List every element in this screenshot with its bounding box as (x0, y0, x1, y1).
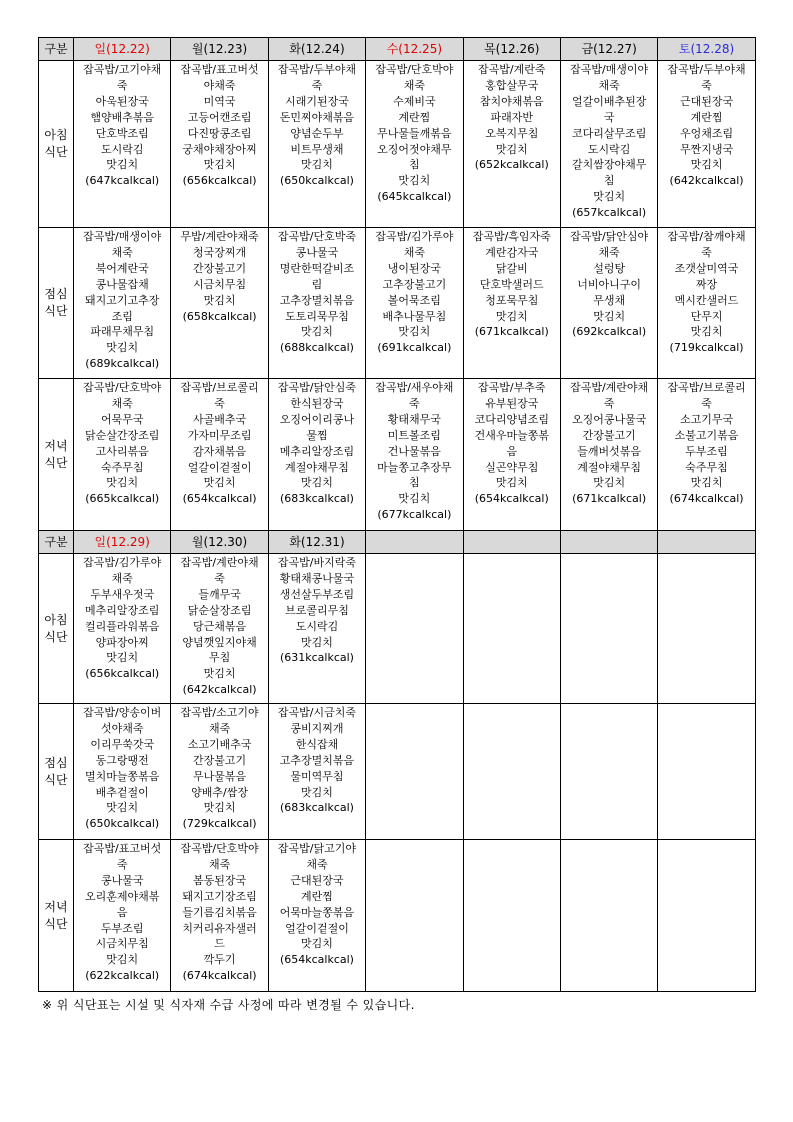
menu-cell: 잡곡밥/시금치죽 콩비지찌개 한식잡채 고추장멸치볶음 물미역무침 맛김치 (683kcalkcal) (268, 704, 365, 840)
meal-label-breakfast: 아침 식단 (39, 61, 74, 228)
menu-cell: 잡곡밥/표고버섯 야채죽 미역국 고등어캔조림 다진땅콩조림 궁채야채장아찌 맛김치 (656kcalkcal) (171, 61, 268, 228)
menu-cell: 무밥/계란야채죽 청국장찌개 간장불고기 시금치무침 맛김치 (658kcalkcal) (171, 228, 268, 379)
week2-breakfast-row (39, 554, 756, 704)
day-header-thursday: 목(12.26) (463, 38, 560, 61)
menu-cell: 잡곡밥/단호박야 채죽 봄동된장국 돼지고기장조림 들기름김치볶음 치커리유자샐러 드 깍두기 (674kcalkcal) (171, 840, 268, 992)
menu-cell: 잡곡밥/두부야채 죽 근대된장국 계란찜 우엉채조림 무짠지냉국 맛김치 (642kcalkcal) (658, 61, 755, 228)
week1-breakfast-row (39, 61, 756, 228)
header-label: 구분 (39, 531, 74, 554)
day-header-tuesday: 화(12.24) (268, 38, 365, 61)
day-header-tuesday: 화(12.31) (268, 531, 365, 554)
menu-cell-empty (658, 840, 755, 992)
day-header-empty (560, 531, 657, 554)
meal-label-lunch: 점심 식단 (39, 704, 74, 840)
day-header-monday: 월(12.30) (171, 531, 268, 554)
menu-cell: 잡곡밥/소고기야 채죽 소고기배추국 간장불고기 무나물볶음 양배추/쌈장 맛김치 (729kcalkcal) (171, 704, 268, 840)
day-header-saturday: 토(12.28) (658, 38, 755, 61)
footnote: ※ 위 식단표는 시설 및 식자재 수급 사정에 따라 변경될 수 있습니다. (42, 998, 415, 1012)
menu-cell: 잡곡밥/김가루야 채죽 두부새우젓국 메추리알장조림 컬리플라워볶음 양파장아찌 맛김치 (656kcalkcal) (74, 554, 171, 704)
day-header-empty (463, 531, 560, 554)
week2-header-row (39, 531, 756, 554)
menu-cell-empty (366, 704, 463, 840)
menu-cell: 잡곡밥/참깨야채 죽 조갯살미역국 짜장 멕시칸샐러드 단무지 맛김치 (719kcalkcal) (658, 228, 755, 379)
week1-header-row (39, 38, 756, 61)
day-header-sunday: 일(12.22) (74, 38, 171, 61)
header-label: 구분 (39, 38, 74, 61)
week2-dinner-row (39, 840, 756, 992)
day-header-empty (366, 531, 463, 554)
menu-cell-empty (560, 840, 657, 992)
menu-cell: 잡곡밥/닭안심야 채죽 설렁탕 너비아니구이 무생채 맛김치 (692kcalkcal) (560, 228, 657, 379)
menu-cell: 잡곡밥/바지락죽 황태채콩나물국 생선살두부조림 브로콜리무침 도시락김 맛김치 (631kcalkcal) (268, 554, 365, 704)
menu-cell: 잡곡밥/닭안심죽 한식된장국 오징어이리콩나 물찜 메추리알장조림 계절야채무침 맛김치 (683kcalkcal) (268, 379, 365, 531)
menu-cell: 잡곡밥/흑임자죽 계란감자국 닭갈비 단호박샐러드 청포묵무침 맛김치 (671kcalkcal) (463, 228, 560, 379)
week1-dinner-row (39, 379, 756, 531)
menu-cell: 잡곡밥/닭고기야 채죽 근대된장국 계란찜 어묵마늘쫑볶음 얼갈이겉절이 맛김치 (654kcalkcal) (268, 840, 365, 992)
meal-label-breakfast: 아침 식단 (39, 554, 74, 704)
menu-cell-empty (658, 704, 755, 840)
day-header-sunday: 일(12.29) (74, 531, 171, 554)
menu-cell: 잡곡밥/매생이야 채죽 북어계란국 콩나물잡채 돼지고기고추장 조림 파래무채무침 맛김치 (689kcalkcal) (74, 228, 171, 379)
meal-label-lunch: 점심 식단 (39, 228, 74, 379)
menu-cell: 잡곡밥/계란야채 죽 오징어콩나물국 간장불고기 들깨버섯볶음 계절야채무침 맛김치 (671kcalkcal) (560, 379, 657, 531)
menu-cell-empty (366, 554, 463, 704)
menu-cell: 잡곡밥/양송이버 섯야채죽 이리무쑥갓국 동그랑땡전 멸치마늘쫑볶음 배추겉절이 맛김치 (650kcalkcal) (74, 704, 171, 840)
menu-cell: 잡곡밥/김가루야 채죽 냉이된장국 고추장불고기 볼어묵조림 배추나물무침 맛김치 (691kcalkcal) (366, 228, 463, 379)
day-header-monday: 월(12.23) (171, 38, 268, 61)
menu-cell-empty (463, 840, 560, 992)
menu-cell: 잡곡밥/계란죽 홍합살무국 참치야채볶음 파래자반 오복지무침 맛김치 (652kcalkcal) (463, 61, 560, 228)
menu-cell: 잡곡밥/브로콜리 죽 소고기무국 소불고기볶음 두부조림 숙주무침 맛김치 (674kcalkcal) (658, 379, 755, 531)
meal-label-dinner: 저녁 식단 (39, 840, 74, 992)
menu-cell: 잡곡밥/두부야채 죽 시래기된장국 돈민찌야채볶음 양념순두부 비트무생채 맛김치 (650kcalkcal) (268, 61, 365, 228)
menu-cell-empty (658, 554, 755, 704)
menu-cell: 잡곡밥/단호박야 채죽 어묵무국 닭순살간장조림 고사리볶음 숙주무침 맛김치 (665kcalkcal) (74, 379, 171, 531)
menu-cell: 잡곡밥/브로콜리 죽 사골배추국 가자미무조림 감자채볶음 얼갈이겉절이 맛김치 (654kcalkcal) (171, 379, 268, 531)
menu-cell: 잡곡밥/고기야채 죽 아욱된장국 햄양배추볶음 단호박조림 도시락김 맛김치 (647kcalkcal) (74, 61, 171, 228)
menu-cell-empty (366, 840, 463, 992)
menu-cell-empty (463, 704, 560, 840)
menu-cell: 잡곡밥/부추죽 유부된장국 코다리양념조림 건새우마늘쫑볶 음 실곤약무침 맛김치 (654kcalkcal) (463, 379, 560, 531)
week2-lunch-row (39, 704, 756, 840)
menu-cell: 잡곡밥/단호박야 채죽 수제비국 계란찜 무나물들깨볶음 오징어젓야채무 침 맛김치 (645kcalkcal) (366, 61, 463, 228)
week1-lunch-row (39, 228, 756, 379)
day-header-empty (658, 531, 755, 554)
menu-cell: 잡곡밥/계란야채 죽 들깨무국 닭순살장조림 당근채볶음 양념깻잎지야채 무침 맛김치 (642kcalkcal) (171, 554, 268, 704)
menu-cell-empty (560, 704, 657, 840)
day-header-friday: 금(12.27) (560, 38, 657, 61)
meal-label-dinner: 저녁 식단 (39, 379, 74, 531)
menu-cell: 잡곡밥/매생이야 채죽 얼갈이배추된장 국 코다리살무조림 도시락김 갈치쌈장야채무 침 맛김치 (657kcalkcal) (560, 61, 657, 228)
day-header-wednesday-holiday: 수(12.25) (366, 38, 463, 61)
menu-cell: 잡곡밥/표고버섯 죽 콩나물국 오리훈제야채볶 음 두부조림 시금치무침 맛김치 (622kcalkcal) (74, 840, 171, 992)
meal-plan-table (38, 37, 756, 992)
menu-cell-empty (560, 554, 657, 704)
menu-cell: 잡곡밥/새우야채 죽 황태채무국 미트볼조림 건나물볶음 마늘쫑고추장무 침 맛김치 (677kcalkcal) (366, 379, 463, 531)
menu-cell-empty (463, 554, 560, 704)
menu-cell: 잡곡밥/단호박죽 콩나물국 명란한떡갈비조 림 고추장멸치볶음 도토리묵무침 맛김치 (688kcalkcal) (268, 228, 365, 379)
